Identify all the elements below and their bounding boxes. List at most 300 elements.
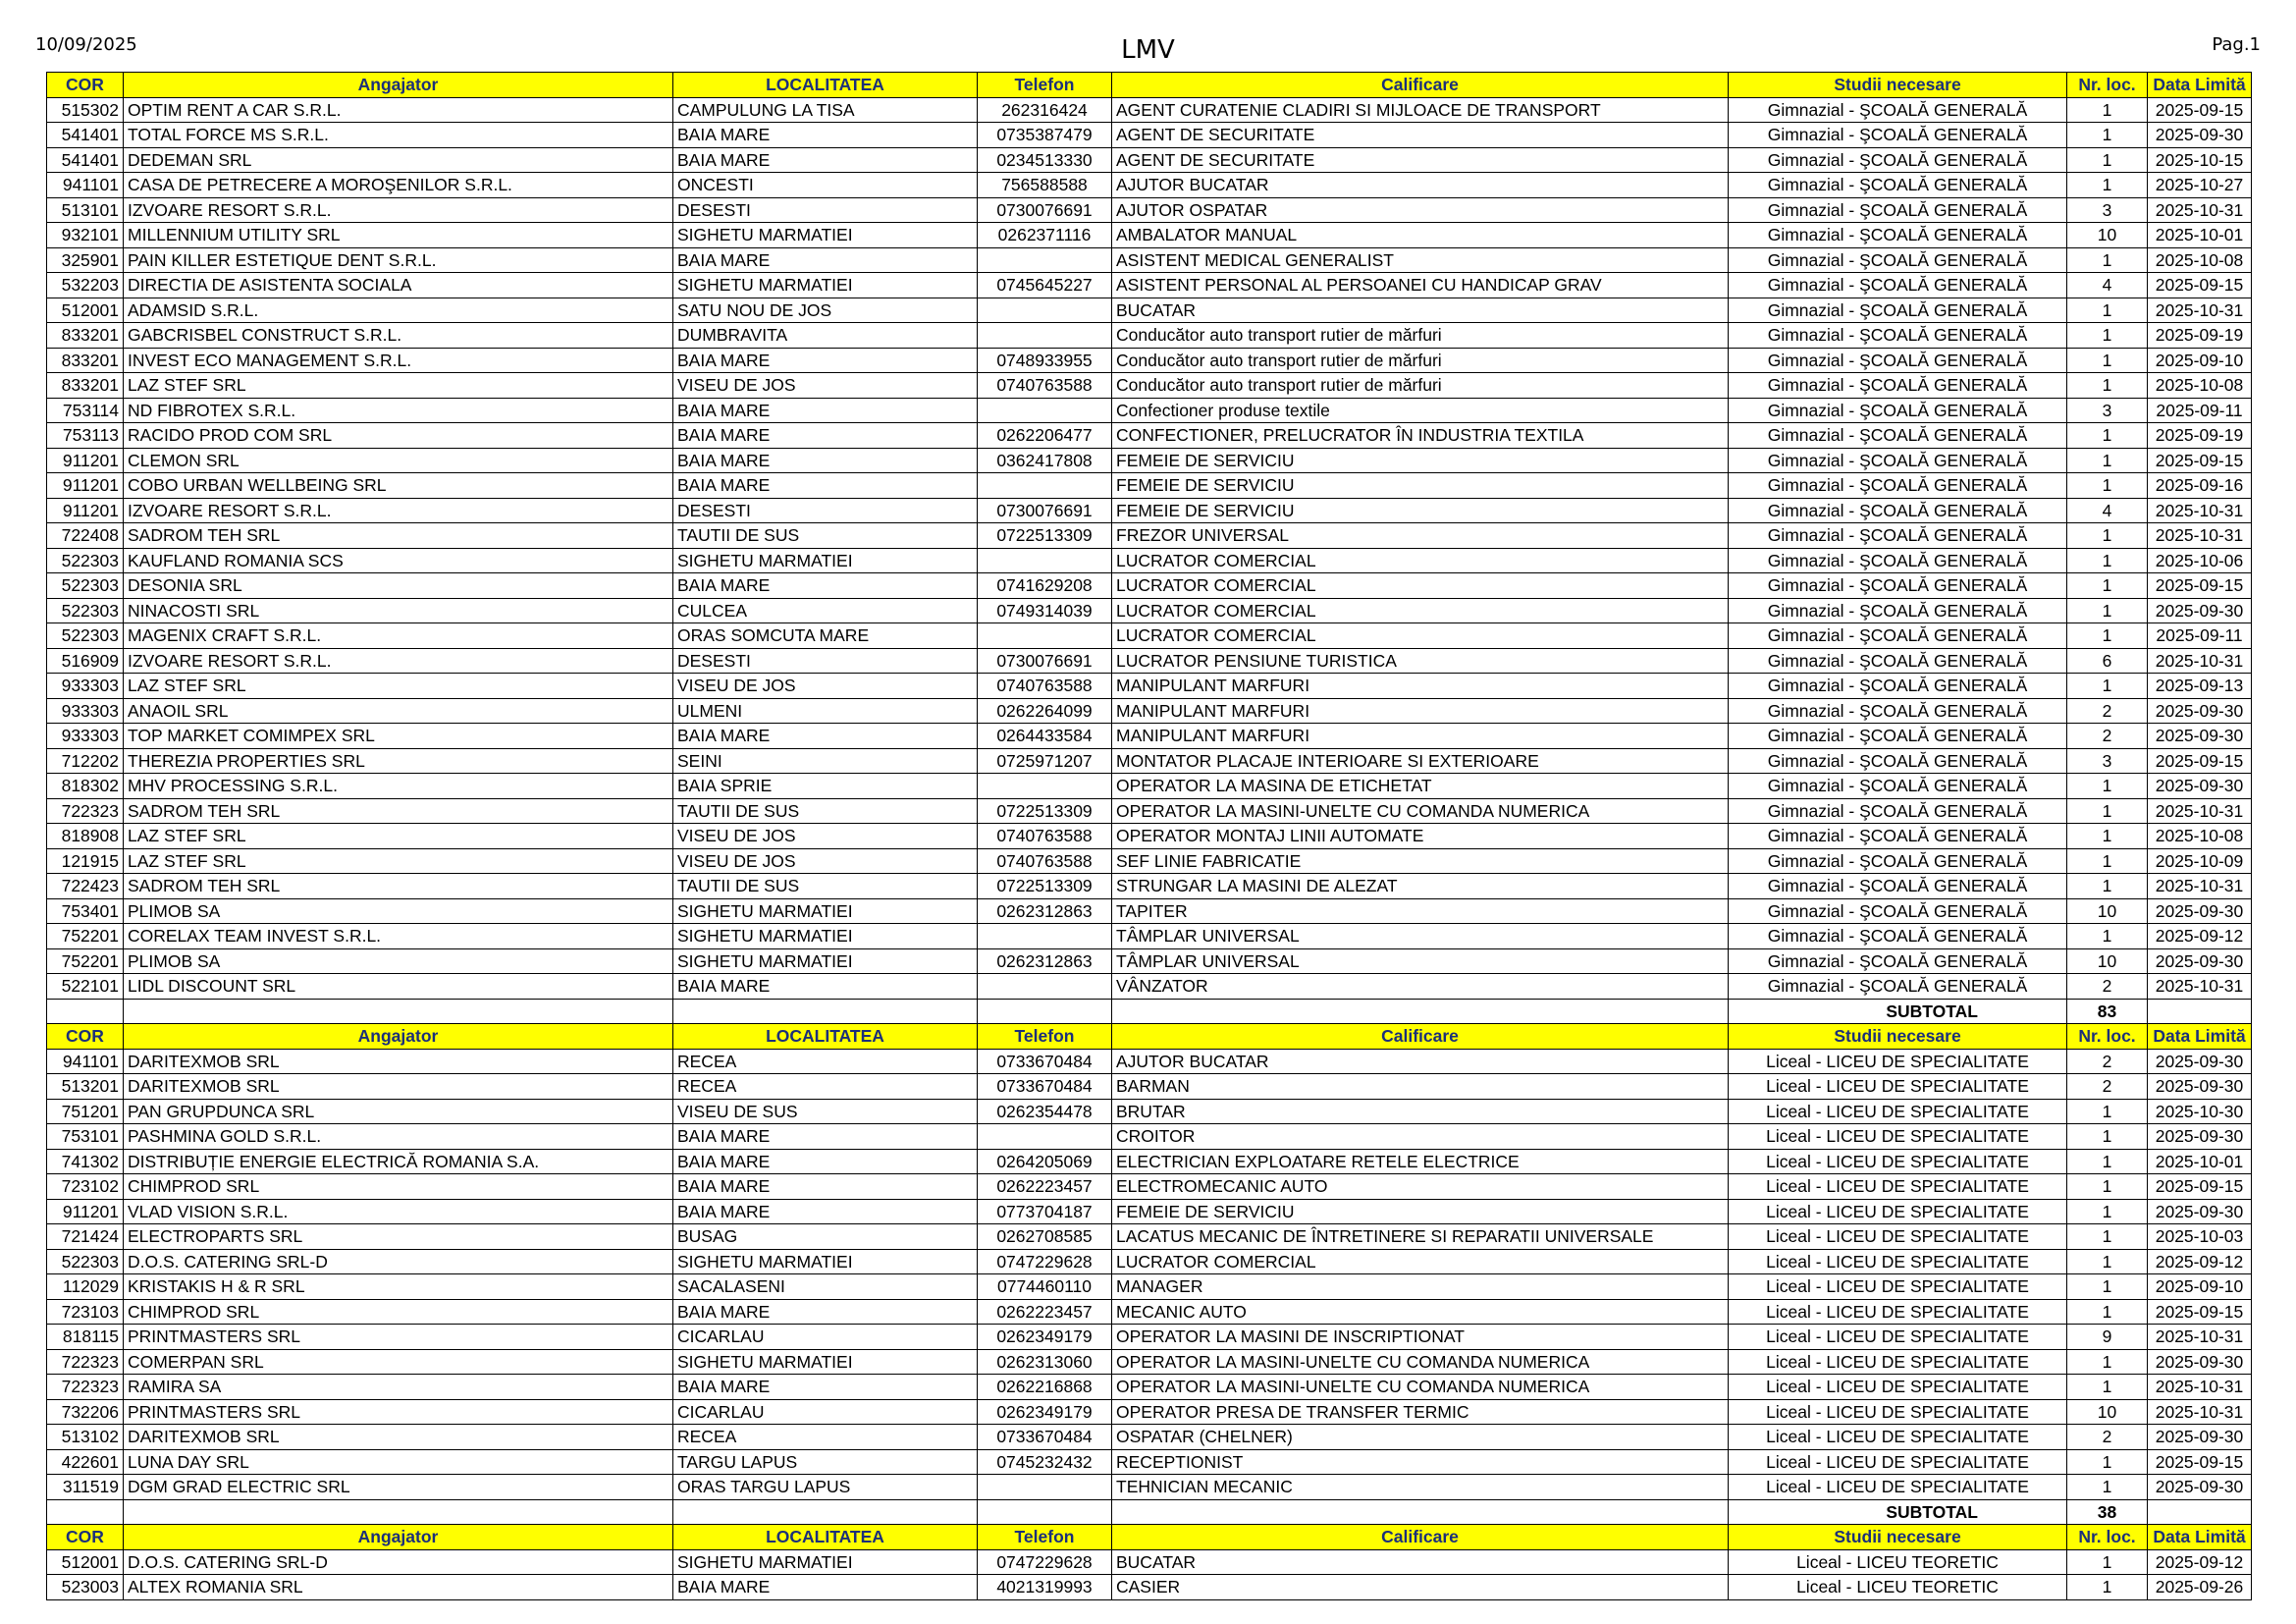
cell-phone: 0740763588 [978, 824, 1112, 849]
cell-education: Gimnazial - ŞCOALĂ GENERALĂ [1729, 974, 2067, 1000]
subtotal-value: 38 [2067, 1499, 2148, 1525]
cell-cor: 516909 [47, 648, 124, 674]
cell-positions: 1 [2067, 824, 2148, 849]
cell-positions: 1 [2067, 247, 2148, 273]
cell-qualification: ELECTROMECANIC AUTO [1112, 1174, 1729, 1200]
cell-cor: 422601 [47, 1449, 124, 1475]
cell-employer: TOTAL FORCE MS S.R.L. [124, 123, 673, 148]
cell-phone: 0262206477 [978, 423, 1112, 449]
cell-locality: RECEA [673, 1074, 978, 1100]
cell-deadline: 2025-10-30 [2148, 1099, 2252, 1124]
cell-locality: BAIA MARE [673, 1575, 978, 1600]
cell-cor: 722323 [47, 1349, 124, 1375]
column-header-deadline: Data Limită [2148, 1024, 2252, 1050]
cell-deadline: 2025-09-12 [2148, 1249, 2252, 1274]
column-header-phone: Telefon [978, 1024, 1112, 1050]
cell-qualification: LUCRATOR PENSIUNE TURISTICA [1112, 648, 1729, 674]
cell-locality: DESESTI [673, 197, 978, 223]
cell-cor: 522303 [47, 1249, 124, 1274]
table-row [47, 1375, 2252, 1400]
cell-cor: 818908 [47, 824, 124, 849]
cell-employer: PRINTMASTERS SRL [124, 1325, 673, 1350]
cell-qualification: FEMEIE DE SERVICIU [1112, 498, 1729, 523]
cell-locality: SATU NOU DE JOS [673, 298, 978, 323]
cell-locality: RECEA [673, 1425, 978, 1450]
cell-qualification: OPERATOR LA MASINA DE ETICHETAT [1112, 774, 1729, 799]
cell-cor: 911201 [47, 498, 124, 523]
cell-employer: DESONIA SRL [124, 573, 673, 599]
cell-education: Gimnazial - ŞCOALĂ GENERALĂ [1729, 724, 2067, 749]
cell-education: Gimnazial - ŞCOALĂ GENERALĂ [1729, 824, 2067, 849]
table-row [47, 1399, 2252, 1425]
cell-positions: 10 [2067, 223, 2148, 248]
cell-locality: SIGHETU MARMATIEI [673, 1549, 978, 1575]
cell-locality: TAUTII DE SUS [673, 874, 978, 899]
table-row [47, 648, 2252, 674]
cell-phone: 0733670484 [978, 1425, 1112, 1450]
cell-education: Liceal - LICEU DE SPECIALITATE [1729, 1299, 2067, 1325]
cell-locality: BAIA MARE [673, 473, 978, 499]
cell-phone: 0748933955 [978, 348, 1112, 373]
cell-employer: DARITEXMOB SRL [124, 1074, 673, 1100]
table-row [47, 774, 2252, 799]
cell-deadline: 2025-09-15 [2148, 1299, 2252, 1325]
cell-education: Gimnazial - ŞCOALĂ GENERALĂ [1729, 123, 2067, 148]
cell-deadline: 2025-09-30 [2148, 774, 2252, 799]
cell-deadline: 2025-10-31 [2148, 798, 2252, 824]
subtotal-label: SUBTOTAL [1729, 999, 2067, 1024]
cell-qualification: SEF LINIE FABRICATIE [1112, 848, 1729, 874]
cell-employer: CLEMON SRL [124, 448, 673, 473]
cell-qualification: CASIER [1112, 1575, 1729, 1600]
cell-employer: MILLENNIUM UTILITY SRL [124, 223, 673, 248]
cell-deadline: 2025-10-31 [2148, 1325, 2252, 1350]
cell-locality: SIGHETU MARMATIEI [673, 1249, 978, 1274]
cell-positions: 1 [2067, 1249, 2148, 1274]
cell-phone: 0262349179 [978, 1325, 1112, 1350]
cell-locality: BAIA MARE [673, 1149, 978, 1174]
cell-locality: VISEU DE JOS [673, 373, 978, 399]
cell-qualification: AMBALATOR MANUAL [1112, 223, 1729, 248]
cell-locality: SIGHETU MARMATIEI [673, 223, 978, 248]
table-row [47, 924, 2252, 949]
cell-phone [978, 247, 1112, 273]
cell-cor: 723102 [47, 1174, 124, 1200]
table-row [47, 323, 2252, 349]
cell-employer: KAUFLAND ROMANIA SCS [124, 548, 673, 573]
cell-deadline: 2025-09-13 [2148, 674, 2252, 699]
cell-education: Gimnazial - ŞCOALĂ GENERALĂ [1729, 698, 2067, 724]
cell-employer: DARITEXMOB SRL [124, 1049, 673, 1074]
cell-deadline: 2025-10-01 [2148, 223, 2252, 248]
table-row [47, 123, 2252, 148]
column-header-education: Studii necesare [1729, 1525, 2067, 1550]
table-row [47, 1049, 2252, 1074]
table-row [47, 598, 2252, 623]
cell-cor: 311519 [47, 1475, 124, 1500]
cell-qualification: BUCATAR [1112, 298, 1729, 323]
cell-positions: 1 [2067, 473, 2148, 499]
cell-positions: 2 [2067, 1074, 2148, 1100]
cell-cor: 325901 [47, 247, 124, 273]
cell-phone: 0722513309 [978, 523, 1112, 549]
cell-phone [978, 298, 1112, 323]
cell-positions: 3 [2067, 398, 2148, 423]
cell-qualification: OPERATOR LA MASINI-UNELTE CU COMANDA NUMERICA [1112, 1349, 1729, 1375]
cell-locality: VISEU DE JOS [673, 848, 978, 874]
cell-deadline: 2025-09-15 [2148, 573, 2252, 599]
cell-employer: LIDL DISCOUNT SRL [124, 974, 673, 1000]
cell-phone: 0735387479 [978, 123, 1112, 148]
subtotal-value: 83 [2067, 999, 2148, 1024]
cell-employer: LAZ STEF SRL [124, 848, 673, 874]
table-row [47, 1249, 2252, 1274]
table-row [47, 698, 2252, 724]
cell-locality: BAIA MARE [673, 1299, 978, 1325]
cell-education: Liceal - LICEU DE SPECIALITATE [1729, 1174, 2067, 1200]
cell-phone [978, 323, 1112, 349]
cell-education: Liceal - LICEU DE SPECIALITATE [1729, 1325, 2067, 1350]
cell-education: Gimnazial - ŞCOALĂ GENERALĂ [1729, 948, 2067, 974]
cell-positions: 1 [2067, 1274, 2148, 1300]
cell-employer: MHV PROCESSING S.R.L. [124, 774, 673, 799]
cell-phone: 0774460110 [978, 1274, 1112, 1300]
cell-cor: 541401 [47, 123, 124, 148]
cell-cor: 722323 [47, 798, 124, 824]
cell-deadline: 2025-09-30 [2148, 123, 2252, 148]
cell-cor: 833201 [47, 348, 124, 373]
cell-employer: SADROM TEH SRL [124, 874, 673, 899]
cell-locality: CAMPULUNG LA TISA [673, 97, 978, 123]
cell-qualification: TÂMPLAR UNIVERSAL [1112, 948, 1729, 974]
cell-deadline: 2025-10-31 [2148, 1399, 2252, 1425]
cell-qualification: FEMEIE DE SERVICIU [1112, 448, 1729, 473]
cell-cor: 712202 [47, 748, 124, 774]
cell-positions: 1 [2067, 448, 2148, 473]
cell-phone: 0262223457 [978, 1174, 1112, 1200]
cell-employer: IZVOARE RESORT S.R.L. [124, 648, 673, 674]
cell-cor: 753101 [47, 1124, 124, 1150]
cell-locality: BAIA MARE [673, 1124, 978, 1150]
table-row [47, 1274, 2252, 1300]
cell-qualification: MONTATOR PLACAJE INTERIOARE SI EXTERIOARE [1112, 748, 1729, 774]
cell-locality: BAIA MARE [673, 974, 978, 1000]
job-vacancies-table [46, 72, 2252, 1600]
cell-employer: MAGENIX CRAFT S.R.L. [124, 623, 673, 649]
cell-employer: SADROM TEH SRL [124, 798, 673, 824]
cell-cor: 741302 [47, 1149, 124, 1174]
subtotal-empty-cell [2148, 1499, 2252, 1525]
table-body [47, 73, 2252, 1600]
cell-qualification: MECANIC AUTO [1112, 1299, 1729, 1325]
cell-cor: 753114 [47, 398, 124, 423]
column-header-employer: Angajator [124, 73, 673, 98]
table-row [47, 147, 2252, 173]
cell-phone [978, 548, 1112, 573]
cell-education: Liceal - LICEU DE SPECIALITATE [1729, 1074, 2067, 1100]
subtotal-label: SUBTOTAL [1729, 1499, 2067, 1525]
cell-employer: ADAMSID S.R.L. [124, 298, 673, 323]
cell-employer: SADROM TEH SRL [124, 523, 673, 549]
table-row [47, 398, 2252, 423]
cell-deadline: 2025-10-08 [2148, 824, 2252, 849]
cell-phone: 0264205069 [978, 1149, 1112, 1174]
cell-locality: BAIA MARE [673, 1375, 978, 1400]
cell-employer: PLIMOB SA [124, 898, 673, 924]
cell-phone: 0740763588 [978, 373, 1112, 399]
cell-qualification: Conducător auto transport rutier de mărfuri [1112, 373, 1729, 399]
cell-employer: DISTRIBUȚIE ENERGIE ELECTRICĂ ROMANIA S.A. [124, 1149, 673, 1174]
cell-phone: 0722513309 [978, 874, 1112, 899]
cell-education: Gimnazial - ŞCOALĂ GENERALĂ [1729, 373, 2067, 399]
cell-positions: 1 [2067, 548, 2148, 573]
column-header-positions: Nr. loc. [2067, 73, 2148, 98]
cell-positions: 1 [2067, 774, 2148, 799]
cell-cor: 752201 [47, 924, 124, 949]
cell-deadline: 2025-09-30 [2148, 1425, 2252, 1450]
cell-employer: DGM GRAD ELECTRIC SRL [124, 1475, 673, 1500]
subtotal-empty-cell [673, 999, 978, 1024]
cell-qualification: LUCRATOR COMERCIAL [1112, 1249, 1729, 1274]
column-header-locality: LOCALITATEA [673, 1024, 978, 1050]
cell-qualification: LUCRATOR COMERCIAL [1112, 598, 1729, 623]
cell-qualification: MANAGER [1112, 1274, 1729, 1300]
table-row [47, 1124, 2252, 1150]
cell-locality: DESESTI [673, 648, 978, 674]
cell-qualification: ELECTRICIAN EXPLOATARE RETELE ELECTRICE [1112, 1149, 1729, 1174]
table-row [47, 373, 2252, 399]
cell-positions: 3 [2067, 748, 2148, 774]
cell-qualification: OSPATAR (CHELNER) [1112, 1425, 1729, 1450]
cell-phone: 0262312863 [978, 898, 1112, 924]
cell-phone [978, 1124, 1112, 1150]
table-row [47, 1425, 2252, 1450]
cell-qualification: Conducător auto transport rutier de mărfuri [1112, 348, 1729, 373]
cell-locality: SACALASENI [673, 1274, 978, 1300]
cell-employer: LAZ STEF SRL [124, 373, 673, 399]
cell-education: Liceal - LICEU DE SPECIALITATE [1729, 1099, 2067, 1124]
cell-deadline: 2025-09-15 [2148, 448, 2252, 473]
table-row [47, 197, 2252, 223]
cell-employer: PAN GRUPDUNCA SRL [124, 1099, 673, 1124]
cell-education: Gimnazial - ŞCOALĂ GENERALĂ [1729, 97, 2067, 123]
cell-locality: BAIA MARE [673, 123, 978, 148]
cell-deadline: 2025-10-31 [2148, 197, 2252, 223]
cell-phone: 0773704187 [978, 1199, 1112, 1224]
cell-phone: 0730076691 [978, 498, 1112, 523]
cell-education: Gimnazial - ŞCOALĂ GENERALĂ [1729, 598, 2067, 623]
table-header-row [47, 1525, 2252, 1550]
cell-positions: 1 [2067, 623, 2148, 649]
subtotal-empty-cell [1112, 999, 1729, 1024]
cell-qualification: LUCRATOR COMERCIAL [1112, 548, 1729, 573]
cell-phone: 0725971207 [978, 748, 1112, 774]
cell-positions: 1 [2067, 97, 2148, 123]
cell-positions: 1 [2067, 598, 2148, 623]
cell-employer: CASA DE PETRECERE A MOROŞENILOR S.R.L. [124, 173, 673, 198]
cell-education: Liceal - LICEU DE SPECIALITATE [1729, 1349, 2067, 1375]
cell-education: Gimnazial - ŞCOALĂ GENERALĂ [1729, 348, 2067, 373]
cell-education: Liceal - LICEU DE SPECIALITATE [1729, 1199, 2067, 1224]
cell-cor: 513102 [47, 1425, 124, 1450]
cell-employer: NINACOSTI SRL [124, 598, 673, 623]
cell-deadline: 2025-09-26 [2148, 1575, 2252, 1600]
cell-cor: 515302 [47, 97, 124, 123]
cell-cor: 752201 [47, 948, 124, 974]
cell-employer: ND FIBROTEX S.R.L. [124, 398, 673, 423]
cell-deadline: 2025-10-01 [2148, 1149, 2252, 1174]
cell-qualification: BARMAN [1112, 1074, 1729, 1100]
cell-employer: CHIMPROD SRL [124, 1299, 673, 1325]
cell-employer: OPTIM RENT A CAR S.R.L. [124, 97, 673, 123]
column-header-phone: Telefon [978, 73, 1112, 98]
table-row [47, 1199, 2252, 1224]
cell-phone [978, 623, 1112, 649]
cell-deadline: 2025-10-15 [2148, 147, 2252, 173]
cell-education: Gimnazial - ŞCOALĂ GENERALĂ [1729, 573, 2067, 599]
cell-phone: 0262264099 [978, 698, 1112, 724]
cell-education: Gimnazial - ŞCOALĂ GENERALĂ [1729, 798, 2067, 824]
column-header-cor: COR [47, 1525, 124, 1550]
cell-qualification: MANIPULANT MARFURI [1112, 674, 1729, 699]
subtotal-empty-cell [978, 999, 1112, 1024]
cell-education: Gimnazial - ŞCOALĂ GENERALĂ [1729, 448, 2067, 473]
table-row [47, 548, 2252, 573]
cell-locality: VISEU DE JOS [673, 824, 978, 849]
column-header-qualification: Calificare [1112, 1525, 1729, 1550]
cell-qualification: STRUNGAR LA MASINI DE ALEZAT [1112, 874, 1729, 899]
table-row [47, 97, 2252, 123]
cell-phone: 0747229628 [978, 1549, 1112, 1575]
cell-education: Gimnazial - ŞCOALĂ GENERALĂ [1729, 147, 2067, 173]
cell-positions: 1 [2067, 523, 2148, 549]
cell-phone: 0262354478 [978, 1099, 1112, 1124]
cell-locality: ONCESTI [673, 173, 978, 198]
table-row [47, 1549, 2252, 1575]
cell-cor: 523003 [47, 1575, 124, 1600]
cell-phone: 756588588 [978, 173, 1112, 198]
subtotal-empty-cell [2148, 999, 2252, 1024]
cell-deadline: 2025-10-31 [2148, 1375, 2252, 1400]
cell-qualification: FREZOR UNIVERSAL [1112, 523, 1729, 549]
table-row [47, 1575, 2252, 1600]
cell-education: Gimnazial - ŞCOALĂ GENERALĂ [1729, 924, 2067, 949]
cell-qualification: AJUTOR BUCATAR [1112, 1049, 1729, 1074]
subtotal-row [47, 1499, 2252, 1525]
table-row [47, 348, 2252, 373]
table-row [47, 523, 2252, 549]
cell-employer: IZVOARE RESORT S.R.L. [124, 498, 673, 523]
cell-phone: 0745232432 [978, 1449, 1112, 1475]
column-header-cor: COR [47, 1024, 124, 1050]
cell-locality: CICARLAU [673, 1325, 978, 1350]
cell-locality: VISEU DE JOS [673, 674, 978, 699]
cell-deadline: 2025-09-30 [2148, 598, 2252, 623]
cell-phone: 0741629208 [978, 573, 1112, 599]
cell-cor: 532203 [47, 273, 124, 298]
column-header-education: Studii necesare [1729, 73, 2067, 98]
cell-deadline: 2025-09-30 [2148, 1074, 2252, 1100]
column-header-employer: Angajator [124, 1024, 673, 1050]
cell-deadline: 2025-10-31 [2148, 298, 2252, 323]
cell-phone [978, 924, 1112, 949]
cell-cor: 911201 [47, 448, 124, 473]
cell-cor: 513101 [47, 197, 124, 223]
cell-employer: PRINTMASTERS SRL [124, 1399, 673, 1425]
cell-locality: SIGHETU MARMATIEI [673, 898, 978, 924]
cell-qualification: LACATUS MECANIC DE ÎNTRETINERE SI REPARATII UNIVERSALE [1112, 1224, 1729, 1250]
cell-positions: 1 [2067, 1099, 2148, 1124]
cell-positions: 1 [2067, 1224, 2148, 1250]
cell-employer: INVEST ECO MANAGEMENT S.R.L. [124, 348, 673, 373]
cell-cor: 818115 [47, 1325, 124, 1350]
cell-deadline: 2025-09-16 [2148, 473, 2252, 499]
subtotal-empty-cell [47, 999, 124, 1024]
cell-education: Gimnazial - ŞCOALĂ GENERALĂ [1729, 473, 2067, 499]
cell-locality: TAUTII DE SUS [673, 523, 978, 549]
cell-cor: 732206 [47, 1399, 124, 1425]
cell-locality: DESESTI [673, 498, 978, 523]
cell-locality: BAIA MARE [673, 348, 978, 373]
subtotal-empty-cell [124, 1499, 673, 1525]
cell-phone: 0730076691 [978, 197, 1112, 223]
cell-education: Gimnazial - ŞCOALĂ GENERALĂ [1729, 423, 2067, 449]
cell-employer: DIRECTIA DE ASISTENTA SOCIALA [124, 273, 673, 298]
cell-deadline: 2025-09-11 [2148, 398, 2252, 423]
cell-employer: D.O.S. CATERING SRL-D [124, 1249, 673, 1274]
cell-positions: 2 [2067, 974, 2148, 1000]
cell-qualification: Confectioner produse textile [1112, 398, 1729, 423]
cell-qualification: Conducător auto transport rutier de mărfuri [1112, 323, 1729, 349]
cell-deadline: 2025-09-15 [2148, 748, 2252, 774]
cell-positions: 6 [2067, 648, 2148, 674]
cell-education: Liceal - LICEU DE SPECIALITATE [1729, 1149, 2067, 1174]
cell-locality: RECEA [673, 1049, 978, 1074]
cell-phone [978, 774, 1112, 799]
cell-cor: 512001 [47, 1549, 124, 1575]
cell-employer: PLIMOB SA [124, 948, 673, 974]
cell-cor: 933303 [47, 698, 124, 724]
table-header-row [47, 73, 2252, 98]
cell-deadline: 2025-09-30 [2148, 724, 2252, 749]
cell-positions: 4 [2067, 498, 2148, 523]
table-row [47, 1174, 2252, 1200]
cell-phone: 0264433584 [978, 724, 1112, 749]
cell-employer: RACIDO PROD COM SRL [124, 423, 673, 449]
table-row [47, 1224, 2252, 1250]
column-header-education: Studii necesare [1729, 1024, 2067, 1050]
cell-locality: BUSAG [673, 1224, 978, 1250]
table-row [47, 1475, 2252, 1500]
cell-cor: 541401 [47, 147, 124, 173]
cell-qualification: CROITOR [1112, 1124, 1729, 1150]
cell-locality: ORAS SOMCUTA MARE [673, 623, 978, 649]
cell-qualification: OPERATOR LA MASINI-UNELTE CU COMANDA NUMERICA [1112, 798, 1729, 824]
cell-education: Gimnazial - ŞCOALĂ GENERALĂ [1729, 298, 2067, 323]
cell-employer: THEREZIA PROPERTIES SRL [124, 748, 673, 774]
cell-positions: 3 [2067, 197, 2148, 223]
cell-qualification: VÂNZATOR [1112, 974, 1729, 1000]
cell-education: Liceal - LICEU DE SPECIALITATE [1729, 1049, 2067, 1074]
table-row [47, 1149, 2252, 1174]
cell-education: Gimnazial - ŞCOALĂ GENERALĂ [1729, 648, 2067, 674]
cell-education: Liceal - LICEU DE SPECIALITATE [1729, 1124, 2067, 1150]
cell-qualification: LUCRATOR COMERCIAL [1112, 573, 1729, 599]
cell-phone: 0740763588 [978, 848, 1112, 874]
cell-cor: 933303 [47, 724, 124, 749]
cell-phone [978, 1475, 1112, 1500]
cell-positions: 1 [2067, 1299, 2148, 1325]
